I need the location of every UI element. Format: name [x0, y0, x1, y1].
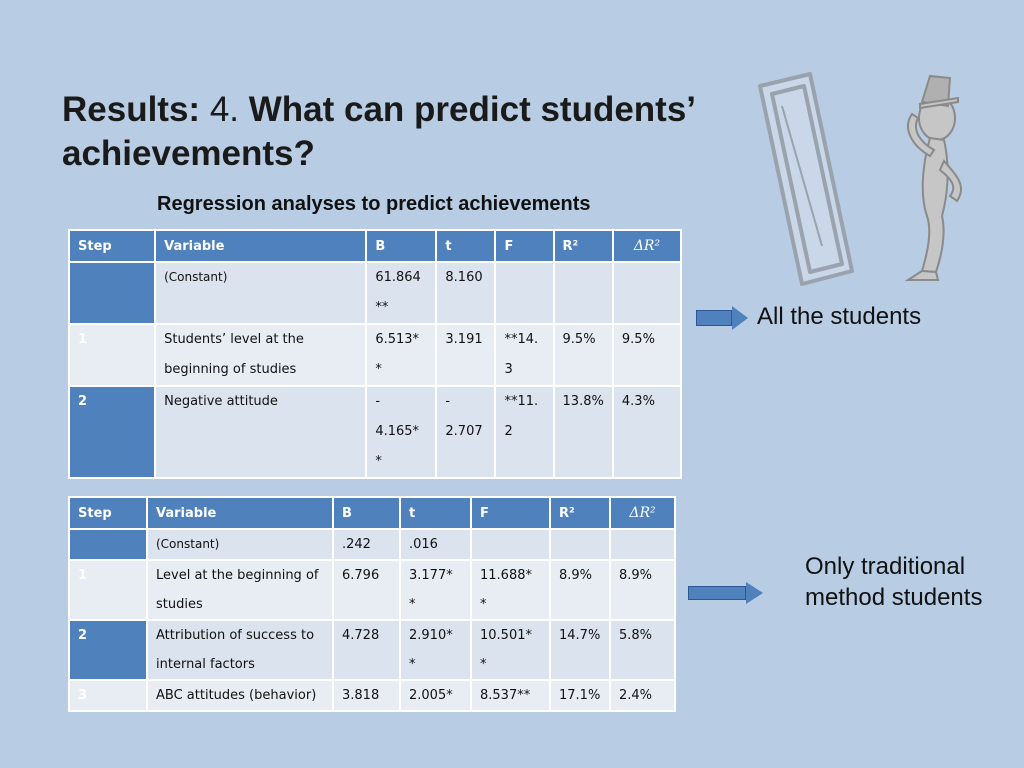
table-row [69, 560, 675, 620]
cell-f [471, 529, 550, 560]
cell-step: 1 [69, 560, 147, 620]
header-b: B [366, 230, 436, 262]
cell-variable-text: (Constant) [164, 270, 228, 284]
header-t: t [400, 497, 471, 529]
cell-variable: Students’ level at the beginning of studies [155, 324, 366, 386]
header-variable: Variable [155, 230, 366, 262]
cell-t: 3.177* * [400, 560, 471, 620]
regression-table-traditional-students [68, 496, 676, 712]
cell-b: 6.513* * [366, 324, 436, 386]
cell-delta-r2: 2.4% [610, 680, 675, 711]
header-delta-r2: ΔR² [610, 497, 675, 529]
cell-step [69, 529, 147, 560]
cell-variable: Level at the beginning of studies [147, 560, 333, 620]
cell-f: 11.688* * [471, 560, 550, 620]
cell-delta-r2: 8.9% [610, 560, 675, 620]
cell-f: **14. 3 [495, 324, 553, 386]
header-r2: R² [550, 497, 610, 529]
header-step: Step [69, 230, 155, 262]
cell-f: **11. 2 [495, 386, 553, 478]
cell-r2: 13.8% [554, 386, 613, 478]
regression-table-all-students [68, 229, 682, 479]
table-header-row [69, 497, 675, 529]
header-f: F [471, 497, 550, 529]
table-subtitle: Regression analyses to predict achievements [157, 193, 591, 215]
cell-step: 2 [69, 386, 155, 478]
cell-delta-r2: 5.8% [610, 620, 675, 680]
table-row [69, 680, 675, 711]
cell-t: 2.005* [400, 680, 471, 711]
header-f: F [495, 230, 553, 262]
cell-variable: ABC attitudes (behavior) [147, 680, 333, 711]
table-row [69, 620, 675, 680]
header-t: t [436, 230, 495, 262]
note-only-traditional: Only traditional method students [805, 553, 983, 611]
header-step: Step [69, 497, 147, 529]
cell-step: 3 [69, 680, 147, 711]
cell-b: .242 [333, 529, 400, 560]
header-r2: R² [554, 230, 613, 262]
cell-r2: 17.1% [550, 680, 610, 711]
table-row [69, 386, 681, 478]
cell-variable [147, 529, 333, 560]
cell-variable: Attribution of success to internal factors [147, 620, 333, 680]
cell-variable: Negative attitude [155, 386, 366, 478]
cell-f: 8.537** [471, 680, 550, 711]
cell-r2: 8.9% [550, 560, 610, 620]
cell-delta-r2: 9.5% [613, 324, 681, 386]
cell-t: 8.160 [436, 262, 495, 324]
cell-r2 [550, 529, 610, 560]
cell-step: 2 [69, 620, 147, 680]
cell-delta-r2 [610, 529, 675, 560]
cell-f: 10.501* * [471, 620, 550, 680]
cell-delta-r2 [613, 262, 681, 324]
cell-b: 3.818 [333, 680, 400, 711]
title-prefix: Results: [62, 90, 201, 129]
header-variable: Variable [147, 497, 333, 529]
table-row [69, 529, 675, 560]
cell-step [69, 262, 155, 324]
table-row [69, 324, 681, 386]
cell-r2: 14.7% [550, 620, 610, 680]
cell-b: 6.796 [333, 560, 400, 620]
header-delta-r2: ΔR² [613, 230, 681, 262]
cell-variable [155, 262, 366, 324]
cell-t: 2.910* * [400, 620, 471, 680]
cell-r2 [554, 262, 613, 324]
header-b: B [333, 497, 400, 529]
slide-title [62, 88, 782, 176]
right-arrow-icon [688, 582, 763, 604]
cell-b: - 4.165* * [366, 386, 436, 478]
table-row [69, 262, 681, 324]
cell-t: 3.191 [436, 324, 495, 386]
title-number: 4. [200, 90, 240, 129]
cell-f [495, 262, 553, 324]
cell-step: 1 [69, 324, 155, 386]
title-text: What can predict students’ achievements? [62, 90, 695, 173]
cell-t: .016 [400, 529, 471, 560]
note-all-students: All the students [757, 303, 922, 330]
cell-r2: 9.5% [554, 324, 613, 386]
right-arrow-icon [696, 306, 748, 330]
thinking-figure-with-mirror-icon [752, 66, 992, 296]
cell-variable-text: (Constant) [156, 537, 220, 551]
cell-delta-r2: 4.3% [613, 386, 681, 478]
cell-t: - 2.707 [436, 386, 495, 478]
table-header-row [69, 230, 681, 262]
cell-b: 61.864 ** [366, 262, 436, 324]
cell-b: 4.728 [333, 620, 400, 680]
